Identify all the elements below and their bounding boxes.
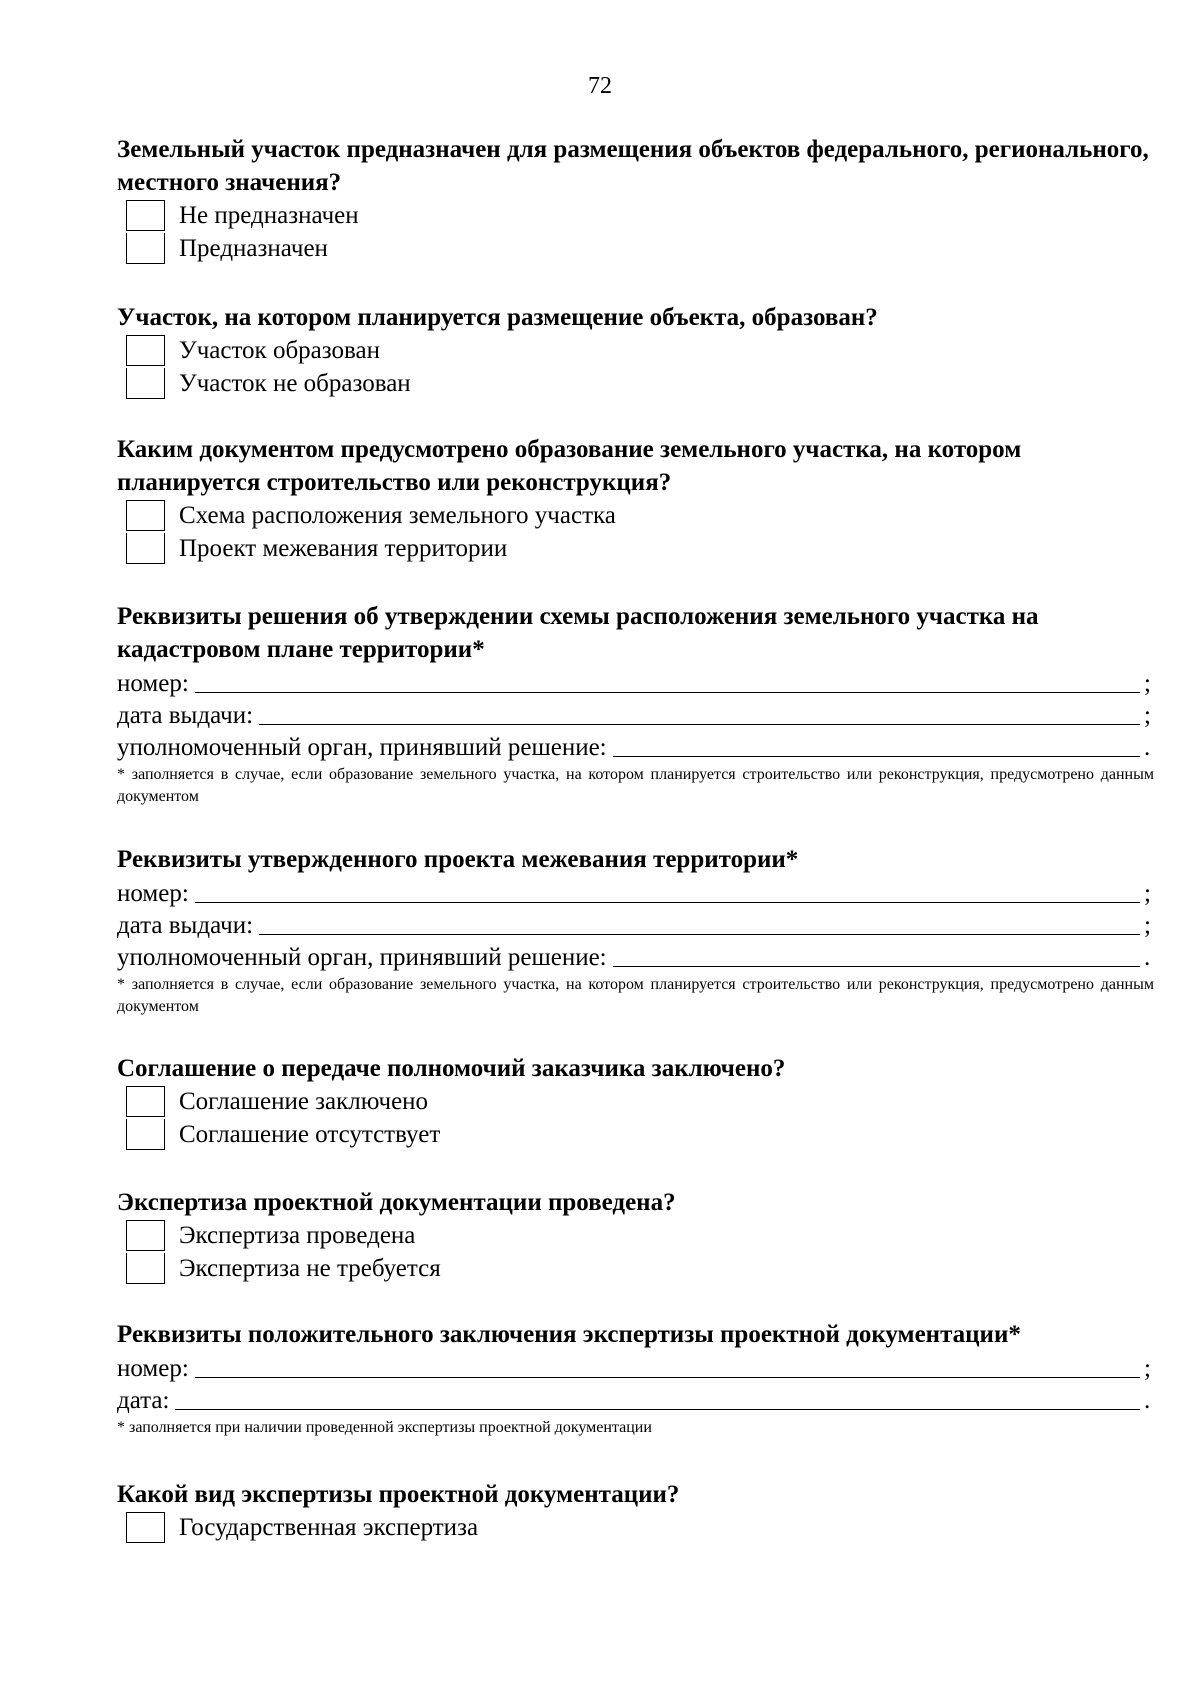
field-end-punct: . bbox=[1144, 734, 1151, 761]
checkbox[interactable] bbox=[126, 1220, 165, 1251]
fill-in-line[interactable] bbox=[613, 965, 1140, 967]
section-expertise-type bbox=[117, 1478, 1154, 1544]
checkbox[interactable] bbox=[126, 500, 165, 531]
field-label: номер: bbox=[117, 670, 189, 697]
option-label: Экспертиза проведена bbox=[179, 1221, 416, 1249]
option-label: Предназначен bbox=[179, 234, 328, 262]
fill-in-line[interactable] bbox=[195, 1376, 1140, 1378]
footnote: * заполняется в случае, если образование земельного участка, на котором планируется строительство или реконструкция, предусмотрено данным документом bbox=[117, 976, 1154, 1015]
section-scheme-decision-details bbox=[117, 600, 1154, 808]
option-label: Схема расположения земельного участка bbox=[179, 501, 616, 529]
footnote: * заполняется при наличии проведенной экспертизы проектной документации bbox=[117, 1419, 652, 1436]
field-issue-date bbox=[117, 908, 1154, 940]
section-land-purpose bbox=[117, 133, 1154, 265]
question-heading: Реквизиты утвержденного проекта межевания территории* bbox=[117, 846, 799, 873]
fill-in-line[interactable] bbox=[259, 723, 1140, 725]
field-label: дата выдачи: bbox=[117, 912, 254, 939]
field-authority bbox=[117, 940, 1154, 972]
option-row[interactable] bbox=[117, 532, 1154, 565]
option-row[interactable] bbox=[117, 334, 1154, 367]
option-row[interactable] bbox=[117, 499, 1154, 532]
option-label: Государственная экспертиза bbox=[179, 1513, 479, 1541]
field-label: дата выдачи: bbox=[117, 702, 254, 729]
section-plot-formed bbox=[117, 301, 1154, 400]
option-label: Не предназначен bbox=[179, 201, 359, 229]
option-label: Экспертиза не требуется bbox=[179, 1254, 441, 1282]
option-row[interactable] bbox=[117, 1511, 1154, 1544]
option-label: Соглашение заключено bbox=[179, 1087, 429, 1115]
checkbox[interactable] bbox=[126, 1512, 165, 1543]
field-label: номер: bbox=[117, 1355, 189, 1382]
field-issue-date bbox=[117, 698, 1154, 730]
question-heading: Какой вид экспертизы проектной документации? bbox=[117, 1481, 680, 1508]
option-row[interactable] bbox=[117, 1085, 1154, 1118]
checkbox[interactable] bbox=[126, 1086, 165, 1117]
field-number bbox=[117, 1351, 1154, 1383]
section-formation-document bbox=[117, 433, 1154, 565]
question-heading: Экспертиза проектной документации проведена? bbox=[117, 1189, 676, 1216]
field-end-punct: ; bbox=[1144, 1355, 1151, 1382]
question-heading: Реквизиты положительного заключения экспертизы проектной документации* bbox=[117, 1321, 1021, 1348]
field-label: уполномоченный орган, принявший решение: bbox=[117, 734, 607, 761]
option-row[interactable] bbox=[117, 367, 1154, 400]
section-expertise-conducted bbox=[117, 1186, 1154, 1285]
field-end-punct: ; bbox=[1144, 880, 1151, 907]
field-end-punct: ; bbox=[1144, 702, 1151, 729]
option-label: Участок образован bbox=[179, 336, 380, 364]
fill-in-line[interactable] bbox=[259, 933, 1140, 935]
section-expertise-conclusion-details bbox=[117, 1318, 1154, 1439]
checkbox[interactable] bbox=[126, 200, 165, 231]
option-row[interactable] bbox=[117, 1219, 1154, 1252]
field-authority bbox=[117, 730, 1154, 762]
option-label: Соглашение отсутствует bbox=[179, 1120, 441, 1148]
field-end-punct: . bbox=[1144, 944, 1151, 971]
page-number: 72 bbox=[588, 73, 612, 99]
option-label: Проект межевания территории bbox=[179, 534, 508, 562]
fill-in-line[interactable] bbox=[195, 691, 1140, 693]
section-survey-project-details bbox=[117, 843, 1154, 1018]
question-heading: Реквизиты решения об утверждении схемы расположения земельного участка на кадастровом плане территории* bbox=[117, 603, 1039, 663]
checkbox[interactable] bbox=[126, 1253, 165, 1284]
field-date bbox=[117, 1383, 1154, 1415]
field-end-punct: ; bbox=[1144, 912, 1151, 939]
field-end-punct: . bbox=[1144, 1387, 1151, 1414]
section-customer-agreement bbox=[117, 1052, 1154, 1151]
question-heading: Соглашение о передаче полномочий заказчика заключено? bbox=[117, 1055, 786, 1082]
option-row[interactable] bbox=[117, 199, 1154, 232]
checkbox[interactable] bbox=[126, 335, 165, 366]
checkbox[interactable] bbox=[126, 233, 165, 264]
question-heading: Земельный участок предназначен для размещения объектов федерального, регионального, местного значения? bbox=[117, 136, 1149, 196]
field-label: номер: bbox=[117, 880, 189, 907]
field-end-punct: ; bbox=[1144, 670, 1151, 697]
option-row[interactable] bbox=[117, 1118, 1154, 1151]
checkbox[interactable] bbox=[126, 1119, 165, 1150]
checkbox[interactable] bbox=[126, 533, 165, 564]
footnote: * заполняется в случае, если образование земельного участка, на котором планируется строительство или реконструкция, предусмотрено данным документом bbox=[117, 766, 1154, 805]
fill-in-line[interactable] bbox=[175, 1408, 1140, 1410]
option-row[interactable] bbox=[117, 1252, 1154, 1285]
option-row[interactable] bbox=[117, 232, 1154, 265]
field-label: уполномоченный орган, принявший решение: bbox=[117, 944, 607, 971]
field-number bbox=[117, 876, 1154, 908]
question-heading: Участок, на котором планируется размещение объекта, образован? bbox=[117, 304, 878, 331]
field-number bbox=[117, 666, 1154, 698]
question-heading: Каким документом предусмотрено образование земельного участка, на котором планируется строительство или реконструкция? bbox=[117, 436, 1022, 496]
fill-in-line[interactable] bbox=[195, 901, 1140, 903]
checkbox[interactable] bbox=[126, 368, 165, 399]
fill-in-line[interactable] bbox=[613, 755, 1140, 757]
field-label: дата: bbox=[117, 1387, 170, 1414]
option-label: Участок не образован bbox=[179, 369, 411, 397]
